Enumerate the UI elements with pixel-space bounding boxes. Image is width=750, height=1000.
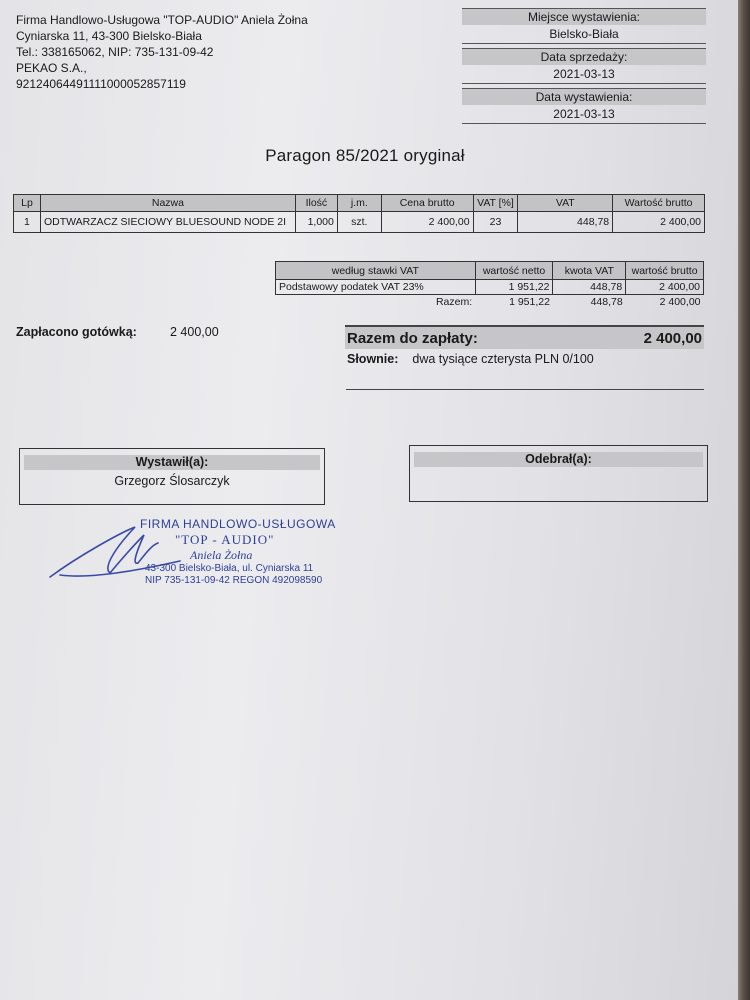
issue-place-value: Bielsko-Biała bbox=[462, 25, 706, 44]
table-row bbox=[276, 280, 704, 295]
vat-cell-gross: 2 400,00 bbox=[626, 280, 704, 295]
cell-qty: 1,000 bbox=[295, 212, 337, 233]
company-stamp bbox=[40, 515, 340, 595]
seller-phone-nip: Tel.: 338165062, NIP: 735-131-09-42 bbox=[16, 45, 214, 59]
seller-bank: PEKAO S.A., bbox=[16, 61, 87, 75]
vat-sum-amount: 448,78 bbox=[590, 296, 623, 308]
issue-place-label: Miejsce wystawienia: bbox=[462, 8, 706, 25]
stamp-line-2: "TOP - AUDIO" bbox=[175, 532, 275, 547]
col-header-unit: j.m. bbox=[337, 195, 381, 212]
issued-by-name: Grzegorz Ślosarczyk bbox=[114, 474, 230, 488]
cell-vat: 448,78 bbox=[518, 212, 613, 233]
col-header-vat-rate: VAT [%] bbox=[473, 195, 518, 212]
cell-lp: 1 bbox=[14, 212, 41, 233]
seller-account: 92124064491111000052857119 bbox=[16, 77, 186, 91]
sale-date-value: 2021-03-13 bbox=[462, 65, 706, 84]
vat-header-gross: wartość brutto bbox=[626, 262, 704, 280]
seller-info bbox=[16, 12, 346, 92]
issue-date-label: Data wystawienia: bbox=[462, 88, 706, 105]
stamp-line-3: Aniela Żołna bbox=[190, 548, 253, 562]
paid-cash-label: Zapłacono gotówką: bbox=[16, 325, 137, 339]
issue-date-value: 2021-03-13 bbox=[462, 105, 706, 124]
stamp-line-1: FIRMA HANDLOWO-USŁUGOWA bbox=[140, 517, 336, 531]
vat-header-amount: kwota VAT bbox=[553, 262, 626, 280]
vat-sum-net: 1 951,22 bbox=[509, 296, 550, 308]
col-header-lp: Lp bbox=[14, 195, 41, 212]
total-due-value: 2 400,00 bbox=[643, 330, 702, 347]
sale-date-box bbox=[462, 48, 706, 84]
issue-date-box bbox=[462, 88, 706, 124]
amount-in-words bbox=[347, 352, 594, 366]
vat-summary-table bbox=[275, 261, 704, 309]
seller-address: Cyniarska 11, 43-300 Bielsko-Biała bbox=[16, 29, 202, 43]
vat-cell-net: 1 951,22 bbox=[475, 280, 553, 295]
cell-gross-value: 2 400,00 bbox=[613, 212, 705, 233]
issue-place-box bbox=[462, 8, 706, 44]
items-table bbox=[13, 194, 705, 233]
total-due-label: Razem do zapłaty: bbox=[347, 330, 478, 347]
cell-gross-price: 2 400,00 bbox=[381, 212, 473, 233]
vat-header-rate: według stawki VAT bbox=[276, 262, 476, 280]
received-by-label: Odebrał(a): bbox=[414, 452, 703, 467]
vat-cell-rate: Podstawowy podatek VAT 23% bbox=[276, 280, 476, 295]
paper-edge-shadow bbox=[738, 0, 750, 1000]
vat-cell-amount: 448,78 bbox=[553, 280, 626, 295]
cell-name: ODTWARZACZ SIECIOWY BLUESOUND NODE 2I bbox=[40, 212, 295, 233]
vat-sum-row bbox=[276, 295, 704, 310]
vat-header-net: wartość netto bbox=[475, 262, 553, 280]
in-words-value: dwa tysiące czterysta PLN 0/100 bbox=[412, 352, 594, 366]
col-header-qty: Ilość bbox=[295, 195, 337, 212]
total-due-bar bbox=[345, 325, 704, 349]
stamp-line-4: 43-300 Bielsko-Biała, ul. Cyniarska 11 bbox=[145, 563, 314, 574]
table-row bbox=[14, 212, 705, 233]
document-title: Paragon 85/2021 oryginał bbox=[265, 146, 465, 165]
items-header-row bbox=[14, 195, 705, 212]
vat-sum-label: Razem: bbox=[435, 296, 473, 308]
col-header-vat: VAT bbox=[518, 195, 613, 212]
cell-unit: szt. bbox=[337, 212, 381, 233]
issued-by-label: Wystawił(a): bbox=[24, 455, 320, 470]
col-header-gross-value: Wartość brutto bbox=[613, 195, 705, 212]
seller-name: Firma Handlowo-Usługowa "TOP-AUDIO" Aniela Żołna bbox=[16, 13, 308, 27]
in-words-label: Słownie: bbox=[347, 352, 399, 366]
issued-by-box bbox=[19, 448, 325, 505]
sale-date-label: Data sprzedaży: bbox=[462, 48, 706, 65]
paid-cash-value: 2 400,00 bbox=[170, 325, 219, 339]
stamp-line-5: NIP 735-131-09-42 REGON 492098590 bbox=[145, 575, 323, 586]
in-words-underline bbox=[346, 389, 704, 390]
received-by-box bbox=[409, 445, 708, 502]
vat-sum-gross: 2 400,00 bbox=[659, 296, 701, 308]
vat-header-row bbox=[276, 262, 704, 280]
col-header-gross-price: Cena brutto bbox=[381, 195, 473, 212]
col-header-name: Nazwa bbox=[40, 195, 295, 212]
cell-vat-rate: 23 bbox=[473, 212, 518, 233]
